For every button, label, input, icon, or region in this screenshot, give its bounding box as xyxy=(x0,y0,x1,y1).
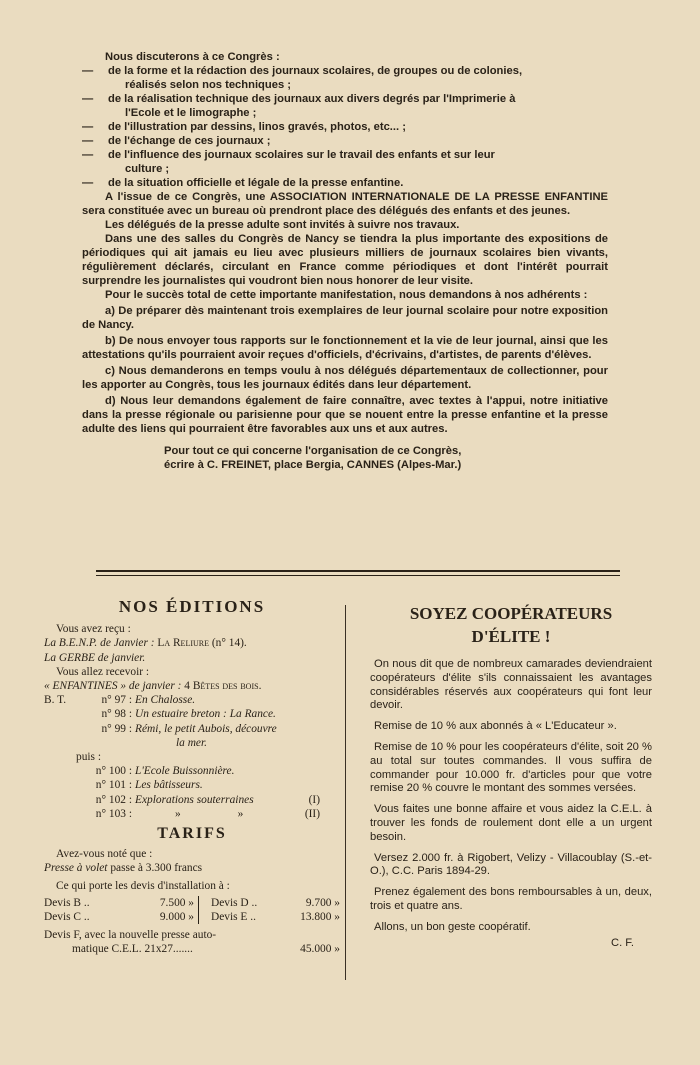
list-item: — de l'influence des journaux scolaires sur le travail des enfants et sur leur xyxy=(82,149,495,161)
divider xyxy=(96,570,620,572)
paragraph-c: c) Nous demanderons en temps voulu à nos délégués départementaux de collectionner, pour les apporter au Congrès, tous les journaux édités dans leur département. xyxy=(82,365,608,391)
list-item: — de l'échange de ces journaux ; xyxy=(82,135,271,147)
coop-title-2: D'ÉLITE ! xyxy=(471,627,551,646)
list-item: — de la situation officielle et légale de la presse enfantine. xyxy=(82,177,404,189)
intro-line: Nous discuterons à ce Congrès : xyxy=(105,51,280,63)
paragraph-a: a) De préparer dès maintenant trois exemplaires de leur journal scolaire pour notre exposition de Nancy. xyxy=(82,305,608,331)
list-item: — de la réalisation technique des journaux aux divers degrés par l'Imprimerie à xyxy=(82,93,516,105)
coop-paragraph: Allons, un bon geste coopératif. xyxy=(374,920,531,933)
editions-column xyxy=(44,597,340,957)
list-item: — de l'illustration par dessins, linos gravés, photos, etc... ; xyxy=(82,121,406,133)
signature-line-1: Pour tout ce qui concerne l'organisation de ce Congrès, xyxy=(164,445,462,457)
note-line: Avez-vous noté que : xyxy=(56,848,153,861)
devis-intro: Ce qui porte les devis d'installation à : xyxy=(56,879,230,892)
paragraph-exposition: Dans une des salles du Congrès de Nancy se tiendra la plus importante des expositions de périodiques qui ait jamais eu lieu avec plusieurs milliers de journaux scolaires bien vivants, régulièrement déclarés, circulant en France comme périodiques et dont l'intérêt pourrait surprendre les journalistes qui voudront bien nous honorer de leur visite. xyxy=(82,233,608,287)
coop-signature: C. F. xyxy=(611,936,634,949)
list-item-continuation: l'Ecole et le limographe ; xyxy=(125,107,257,119)
coop-paragraph: Remise de 10 % pour les coopérateurs d'élite, soit 20 % au total sur toutes commandes. Il vous suffira de commander pour 10.000 fr. d'articles pour que votre remise 20 % couvre le montant des sommes versées. xyxy=(370,740,652,795)
gerbe-line: La GERBE de janvier. xyxy=(44,651,146,664)
to-receive-line: Vous allez recevoir : xyxy=(56,665,150,678)
devis-f-line-2: matique C.E.L. 21x27....... 45.000 » xyxy=(72,943,340,956)
list-item: n° 99 : Rémi, le petit Aubois, découvre xyxy=(101,722,277,735)
list-item-continuation: culture ; xyxy=(125,163,170,175)
devis-row: Devis C .. 9.000 » xyxy=(44,911,194,924)
coop-paragraph: Vous faites une bonne affaire et vous aidez la C.E.L. à trouver les fonds de roulement dont elle a un urgent besoin. xyxy=(370,803,652,843)
tarifs-title: TARIFS xyxy=(157,825,227,843)
paragraph-b: b) De nous envoyer tous rapports sur le fonctionnement et la vie de leur journal, ainsi que les attestations qu'ils pourraient avoir reçues d'officiels, d'écrivains, d'artistes, de parents d'élèves. xyxy=(82,335,608,361)
coop-paragraph: Versez 2.000 fr. à Rigobert, Velizy - Villacoublay (S.-et-O.), C.C. Paris 1894-29. xyxy=(370,851,652,878)
signature-line-2: écrire à C. FREINET, place Bergia, CANNES (Alpes-Mar.) xyxy=(164,459,462,471)
paragraph-association: A l'issue de ce Congrès, une ASSOCIATION INTERNATIONALE DE LA PRESSE ENFANTINE sera constituée avec un bureau où prendront place des délégués des enfants et des jeunes. xyxy=(82,191,608,217)
benp-line: La B.E.N.P. de Janvier : La Reliure (n° 14). xyxy=(44,637,247,650)
list-item: n° 98 : Un estuaire breton : La Rance. xyxy=(101,708,276,721)
devis-table xyxy=(44,896,340,924)
then-line: puis : xyxy=(76,751,102,764)
received-line: Vous avez reçu : xyxy=(56,623,131,636)
coop-paragraph: Prenez également des bons remboursables à un, deux, trois et quatre ans. xyxy=(370,886,652,912)
coop-title: SOYEZ COOPÉRATEURS xyxy=(409,604,613,623)
list-item: — de la forme et la rédaction des journaux scolaires, de groupes ou de colonies, xyxy=(82,65,523,77)
column-divider xyxy=(345,605,346,980)
list-item: B. T. n° 97 : En Chalosse. xyxy=(44,694,196,707)
devis-separator xyxy=(198,896,211,924)
list-item: n° 102 : Explorations souterraines (I) xyxy=(95,793,320,806)
paragraph-d: d) Nous leur demandons également de faire connaître, avec textes à l'appui, notre initiative dans la presse régionale ou parisienne pour que se nouent entre la presse enfantine et la presse adulte des liens qui pourraient être favorables aux uns et aux autres. xyxy=(82,395,608,435)
coop-paragraph: Remise de 10 % aux abonnés à « L'Educateur ». xyxy=(374,720,617,733)
list-item: n° 101 : Les bâtisseurs. xyxy=(95,779,203,792)
coop-column xyxy=(370,602,652,950)
devis-row: Devis D .. 9.700 » xyxy=(211,896,340,909)
list-item-continuation: la mer. xyxy=(176,736,208,749)
enfantines-line: « ENFANTINES » de janvier : 4 Bêtes des bois. xyxy=(44,680,262,693)
editions-title: NOS ÉDITIONS xyxy=(118,597,266,616)
list-item: n° 103 : » » (II) xyxy=(95,807,320,820)
list-item-continuation: réalisés selon nos techniques ; xyxy=(125,79,292,91)
coop-paragraph: On nous dit que de nombreux camarades deviendraient coopérateurs d'élite s'ils connaissaient les avantages considérables réservés aux coopérateurs qui font leur devoir. xyxy=(370,658,652,712)
presse-line: Presse à volet passe à 3.300 francs xyxy=(44,862,203,875)
devis-row: Devis B .. 7.500 » xyxy=(44,896,194,909)
paragraph-invites: Les délégués de la presse adulte sont invités à suivre nos travaux. xyxy=(105,219,460,231)
divider xyxy=(96,575,620,576)
list-item: n° 100 : L'Ecole Buissonnière. xyxy=(95,765,235,778)
congress-article xyxy=(82,50,608,472)
devis-f-line: Devis F, avec la nouvelle presse auto- xyxy=(44,929,217,942)
paragraph-success: Pour le succès total de cette importante manifestation, nous demandons à nos adhérents : xyxy=(105,289,588,301)
devis-row: Devis E .. 13.800 » xyxy=(211,911,340,924)
